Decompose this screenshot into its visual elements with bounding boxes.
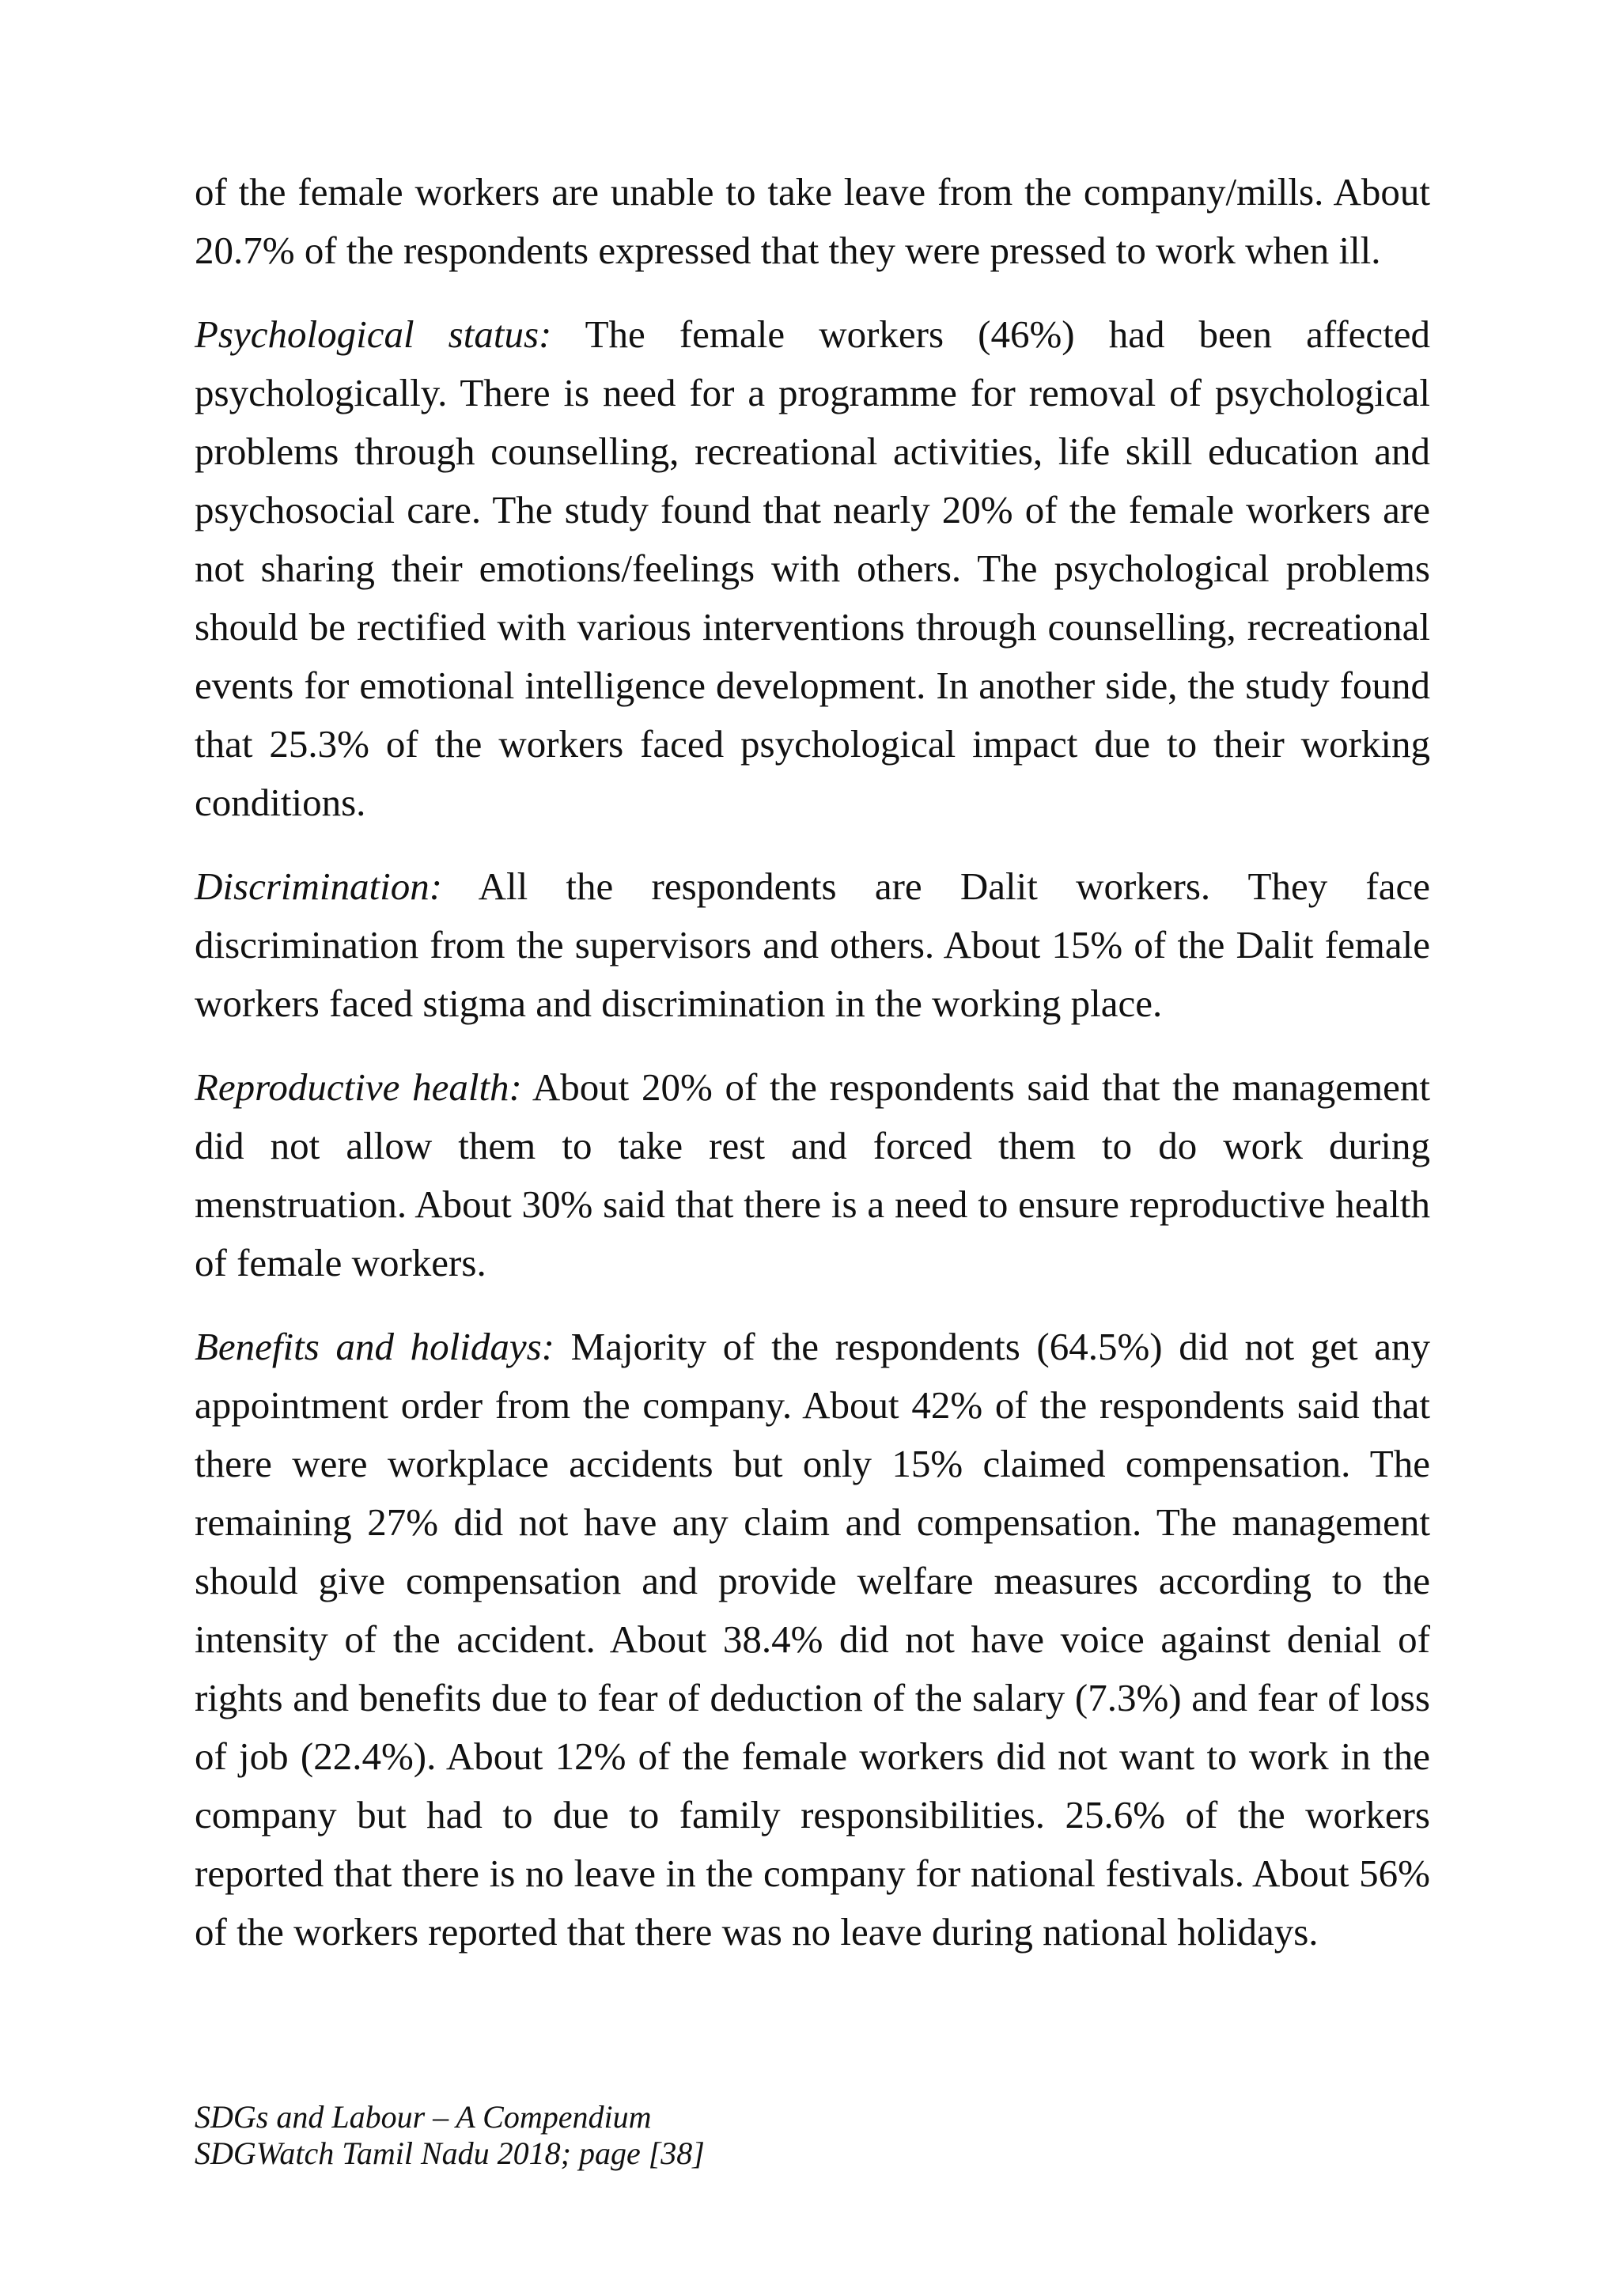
paragraph-reproductive-health-text: About 20% of the respondents said that the management did not allow them to take rest and forced them to do work during menstruation. About 30% said that there is a need to ensure reproductive health of female workers.: [195, 1065, 1431, 1284]
footer-page-reference: SDGWatch Tamil Nadu 2018; page [38]: [195, 2135, 705, 2171]
heading-discrimination: Discrimination:: [195, 864, 443, 908]
paragraph-psychological-status: [195, 305, 1430, 832]
heading-benefits-holidays: Benefits and holidays:: [195, 1325, 555, 1368]
paragraph-discrimination: [195, 857, 1430, 1033]
paragraph-benefits-holidays-text: Majority of the respondents (64.5%) did not get any appointment order from the company. About 42% of the respondents said that there were workplace accidents but only 15% claimed compensation. The remaining 27% did not have any claim and compensation. The management should give compensation and provide welfare measures according to the intensity of the accident. About 38.4% did not have voice against denial of rights and benefits due to fear of deduction of the salary (7.3%) and fear of loss of job (22.4%). About 12% of the female workers did not want to work in the company but had to due to family responsibilities. 25.6% of the workers reported that there is no leave in the company for national festivals. About 56% of the workers reported that there was no leave during national holidays.: [195, 1325, 1431, 1954]
heading-psychological-status: Psychological status:: [195, 312, 552, 356]
paragraph-continuation: [195, 163, 1430, 280]
paragraph-benefits-holidays: [195, 1318, 1430, 1961]
paragraph-psychological-status-text: The female workers (46%) had been affected psychologically. There is need for a programme for removal of psychological problems through counselling, recreational activities, life skill education and psychosocial care. The study found that nearly 20% of the female workers are not sharing their emotions/feelings with others. The psychological problems should be rectified with various interventions through counselling, recreational events for emotional intelligence development. In another side, the study found that 25.3% of the workers faced psychological impact due to their working conditions.: [195, 312, 1430, 824]
page-body: [195, 163, 1430, 1987]
paragraph-discrimination-text: All the respondents are Dalit workers. They face discrimination from the supervisors and others. About 15% of the Dalit female workers faced stigma and discrimination in the working place.: [195, 864, 1430, 1025]
paragraph-reproductive-health: [195, 1058, 1430, 1292]
page-footer: [195, 2099, 705, 2172]
heading-reproductive-health: Reproductive health:: [195, 1065, 522, 1109]
footer-publication-title: SDGs and Labour – A Compendium: [195, 2099, 652, 2135]
paragraph-continuation-text: of the female workers are unable to take leave from the company/mills. About 20.7% of the respondents expressed that they were pressed to work when ill.: [195, 170, 1430, 272]
